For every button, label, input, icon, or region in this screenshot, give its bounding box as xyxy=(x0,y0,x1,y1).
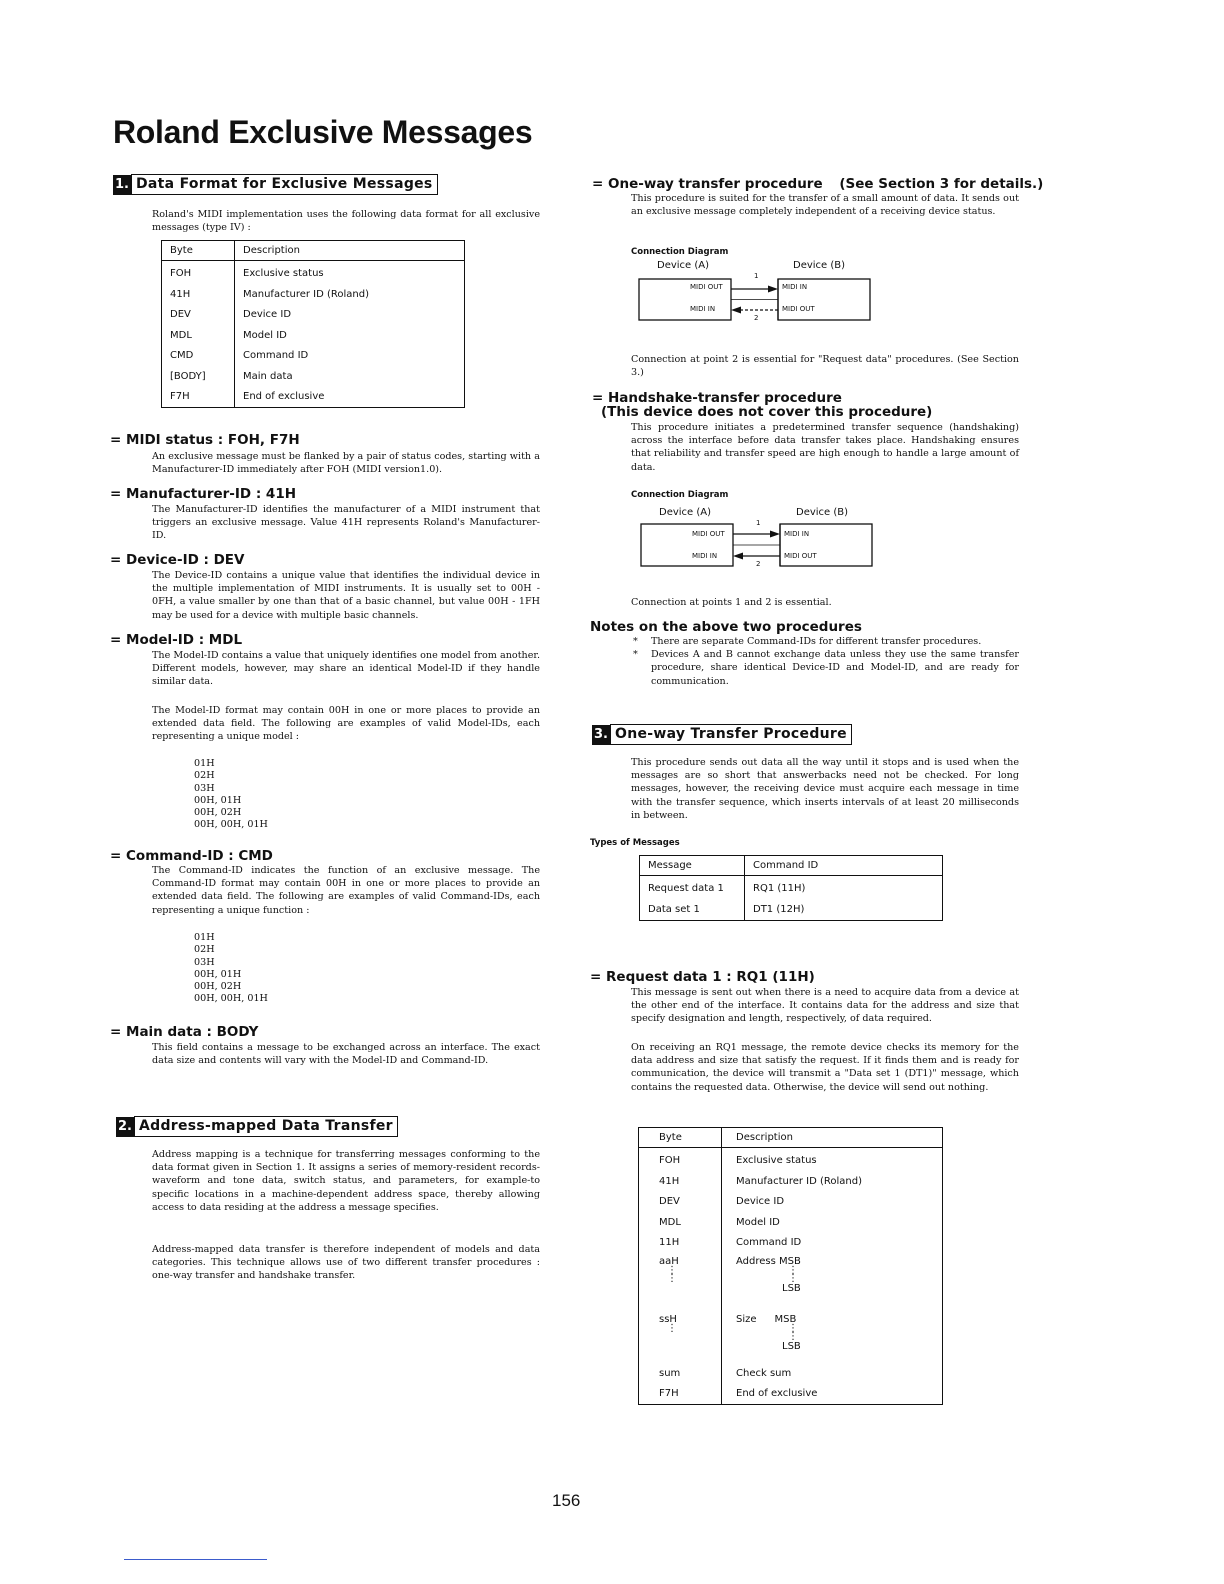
request-data-text: This message is sent out when there is a need to acquire data from a device at the other end of the interface. It contains data for the address and size that specify designation and length, respectively, of data required. xyxy=(631,987,1019,1025)
command-id-examples xyxy=(194,932,268,1006)
request-data-heading: = Request data 1 : RQ1 (11H) xyxy=(590,969,815,985)
table-row: MDL Model ID xyxy=(162,325,465,346)
list-item: 00H, 02H xyxy=(194,981,242,993)
main-data-heading: = Main data : BODY xyxy=(110,1024,259,1040)
list-item: 00H, 00H, 01H xyxy=(194,993,268,1005)
oneway-caption: Connection at point 2 is essential for "Request data" procedures. (See Section 3.) xyxy=(631,354,1019,379)
list-item: 00H, 01H xyxy=(194,794,242,806)
table-row: Request data 1 RQ1 (11H) xyxy=(640,875,943,899)
list-item: 01H xyxy=(194,932,215,943)
table-header: Description xyxy=(722,1128,943,1148)
size-msb: MSB xyxy=(774,1314,797,1325)
midi-status-heading: = MIDI status : FOH, F7H xyxy=(110,432,300,448)
page-number: 156 xyxy=(552,1491,581,1510)
oneway-text: This procedure is suited for the transfer of a small amount of data. It sends out an exclusive message completely independent of a receiving device status. xyxy=(631,193,1019,218)
section-1-intro: Roland's MIDI implementation uses the following data format for all exclusive messages (type IV) : xyxy=(152,209,540,234)
table-row: sum Check sum xyxy=(639,1363,943,1384)
handshake-caption: Connection at points 1 and 2 is essential. xyxy=(631,597,832,608)
list-item: 03H xyxy=(194,956,215,968)
section-3-heading xyxy=(592,724,852,745)
table-row: F7H End of exclusive xyxy=(639,1384,943,1405)
table-header: Message xyxy=(640,856,745,876)
footer-rule xyxy=(124,1559,267,1560)
table-row: FOH Exclusive status xyxy=(639,1147,943,1171)
table-header: Byte xyxy=(162,241,235,261)
model-id-text: The Model-ID contains a value that uniquely identifies one model from another. Different models, however, may share an identical Model-ID if they handle similar data. xyxy=(152,650,540,688)
list-item: 00H, 01H xyxy=(194,968,242,980)
section-2-heading xyxy=(116,1116,398,1137)
rq1-format-table xyxy=(638,1127,943,1405)
list-item: 02H xyxy=(194,944,215,956)
midi-in-port: MIDI IN xyxy=(784,530,810,538)
table-row: CMD Command ID xyxy=(162,346,465,367)
handshake-heading-2: (This device does not cover this procedure) xyxy=(601,404,933,420)
midi-in-port: MIDI IN xyxy=(782,283,808,291)
point-2-label: 2 xyxy=(754,314,759,322)
device-id-text: The Device-ID contains a unique value that identifies the individual device in the multiple implementation of MIDI instruments. It is usually set to 00H - 0FH, a value smaller by one than that of a basic channel, but value 00H - 1FH may be used for a device with multiple basic channels. xyxy=(152,570,540,621)
table-row: DEV Device ID xyxy=(162,305,465,326)
oneway-heading: = One-way transfer procedure (See Section 3 for details.) xyxy=(592,176,1044,192)
address-desc: Address MSB xyxy=(736,1256,801,1267)
model-id-examples xyxy=(194,758,268,832)
table-row: [BODY] Main data xyxy=(162,366,465,387)
exclusive-format-table xyxy=(161,240,465,408)
midi-status-text: An exclusive message must be flanked by a pair of status codes, starting with a Manufacturer-ID immediately after FOH (MIDI version1.0). xyxy=(152,451,540,476)
table-header: Byte xyxy=(639,1128,722,1148)
table-header: Description xyxy=(235,241,465,261)
section-3-text: This procedure sends out data all the way until it stops and is used when the messages are so short that answerbacks need not be checked. For long messages, however, the receiving device must acquire each message in time with the transfer sequence, which inserts intervals of at least 20 milliseconds in between. xyxy=(631,757,1019,821)
command-id-text: The Command-ID indicates the function of an exclusive message. The Command-ID format may contain 00H in one or more places to provide an extended data field. The following are examples of valid Command-IDs, each representing a unique function : xyxy=(152,865,540,916)
size-byte: ssH xyxy=(659,1314,677,1325)
address-msb: MSB xyxy=(779,1256,801,1267)
section-title: One-way Transfer Procedure xyxy=(610,724,852,745)
manufacturer-id-text: The Manufacturer-ID identifies the manufacturer of a MIDI instrument that triggers an exclusive message. Value 41H represents Roland's Manufacturer-ID. xyxy=(152,504,540,542)
page-title: Roland Exclusive Messages xyxy=(113,114,533,150)
device-a-label: Device (A) xyxy=(657,260,710,271)
manufacturer-id-heading: = Manufacturer-ID : 41H xyxy=(110,486,297,502)
list-item: * Devices A and B cannot exchange data unless they use the same transfer procedure, share identical Device-ID and Model-ID, and are ready for communication. xyxy=(633,649,1019,687)
table-row: aaH ⋮ ⋮ Address MSB ⋮ ⋮ LSB xyxy=(639,1253,943,1311)
midi-out-port: MIDI OUT xyxy=(690,283,723,291)
connection-diagram-label: Connection Diagram xyxy=(631,490,729,500)
main-data-text: This field contains a message to be exchanged across an interface. The exact data size and contents will vary with the Model-ID and Command-ID. xyxy=(152,1042,540,1067)
section-number: 3. xyxy=(592,725,610,745)
size-desc: Size MSB xyxy=(736,1314,797,1325)
request-data-text-2: On receiving an RQ1 message, the remote device checks its memory for the data address and size that satisfy the request. If it finds them and is ready for communication, the device will transmit a "Data set 1 (DT1)" message, which contains the requested data. Otherwise, the device will send out nothing. xyxy=(631,1042,1019,1093)
table-row: 11H Command ID xyxy=(639,1233,943,1254)
point-1-label: 1 xyxy=(754,272,759,280)
section-number: 1. xyxy=(113,175,131,195)
point-2-label: 2 xyxy=(756,560,761,568)
section-title: Data Format for Exclusive Messages xyxy=(131,174,438,195)
types-of-messages-label: Types of Messages xyxy=(590,838,680,848)
address-lsb: LSB xyxy=(782,1283,801,1294)
midi-out-port: MIDI OUT xyxy=(692,530,725,538)
list-item: 01H xyxy=(194,758,215,769)
table-header: Command ID xyxy=(745,856,943,876)
section-2-paragraph: Address mapping is a technique for transferring messages conforming to the data format given in Section 1. It assigns a series of memory-resident records-waveform and tone data, switch status, and parameters, for example-to specific locations in a machine-dependent address space, thereby allowing access to data residing at the address a message specifies. xyxy=(152,1149,540,1213)
list-item: 02H xyxy=(194,770,215,782)
connection-diagram-label: Connection Diagram xyxy=(631,247,729,257)
size-lsb: LSB xyxy=(782,1341,801,1352)
notes-heading: Notes on the above two procedures xyxy=(590,619,862,635)
list-item: 03H xyxy=(194,782,215,794)
table-row: F7H End of exclusive xyxy=(162,387,465,408)
list-item: 00H, 00H, 01H xyxy=(194,819,268,831)
device-b-label: Device (B) xyxy=(793,260,846,271)
point-1-label: 1 xyxy=(756,519,761,527)
table-row: FOH Exclusive status xyxy=(162,260,465,284)
midi-out-port: MIDI OUT xyxy=(784,552,817,560)
handshake-heading: = Handshake-transfer procedure xyxy=(592,390,842,406)
section-title: Address-mapped Data Transfer xyxy=(134,1116,398,1137)
table-row: MDL Model ID xyxy=(639,1212,943,1233)
command-id-heading: = Command-ID : CMD xyxy=(110,848,273,864)
list-item: 00H, 02H xyxy=(194,807,242,819)
section-number: 2. xyxy=(116,1117,134,1137)
list-item: * There are separate Command-IDs for different transfer procedures. xyxy=(633,636,982,647)
device-a-label: Device (A) xyxy=(659,507,712,518)
midi-in-port: MIDI IN xyxy=(690,305,716,313)
types-of-messages-table xyxy=(639,855,943,921)
device-id-heading: = Device-ID : DEV xyxy=(110,552,245,568)
notes-list xyxy=(633,635,1019,688)
table-row: ssH ⋮ Size MSB ⋮ ⋮ LSB xyxy=(639,1311,943,1363)
table-row: DEV Device ID xyxy=(639,1192,943,1213)
section-2-paragraph: Address-mapped data transfer is therefore independent of models and data categories. This technique allows use of two different transfer procedures : one-way transfer and handshake transfer. xyxy=(152,1244,540,1282)
handshake-text: This procedure initiates a predetermined transfer sequence (handshaking) across the interface before data transfer takes place. Handshaking ensures that reliability and transfer speed are high enough to handle a large amount of data. xyxy=(631,422,1019,473)
section-1-heading xyxy=(113,174,438,195)
midi-out-port: MIDI OUT xyxy=(782,305,815,313)
address-byte: aaH xyxy=(659,1256,679,1267)
table-row: Data set 1 DT1 (12H) xyxy=(640,899,943,920)
device-b-label: Device (B) xyxy=(796,507,849,518)
model-id-text-2: The Model-ID format may contain 00H in one or more places to provide an extended data field. The following are examples of valid Model-IDs, each representing a unique model : xyxy=(152,705,540,743)
oneway-note: (See Section 3 for details.) xyxy=(839,176,1044,192)
table-row: 41H Manufacturer ID (Roland) xyxy=(639,1171,943,1192)
table-row: 41H Manufacturer ID (Roland) xyxy=(162,284,465,305)
model-id-heading: = Model-ID : MDL xyxy=(110,632,243,648)
midi-in-port: MIDI IN xyxy=(692,552,718,560)
